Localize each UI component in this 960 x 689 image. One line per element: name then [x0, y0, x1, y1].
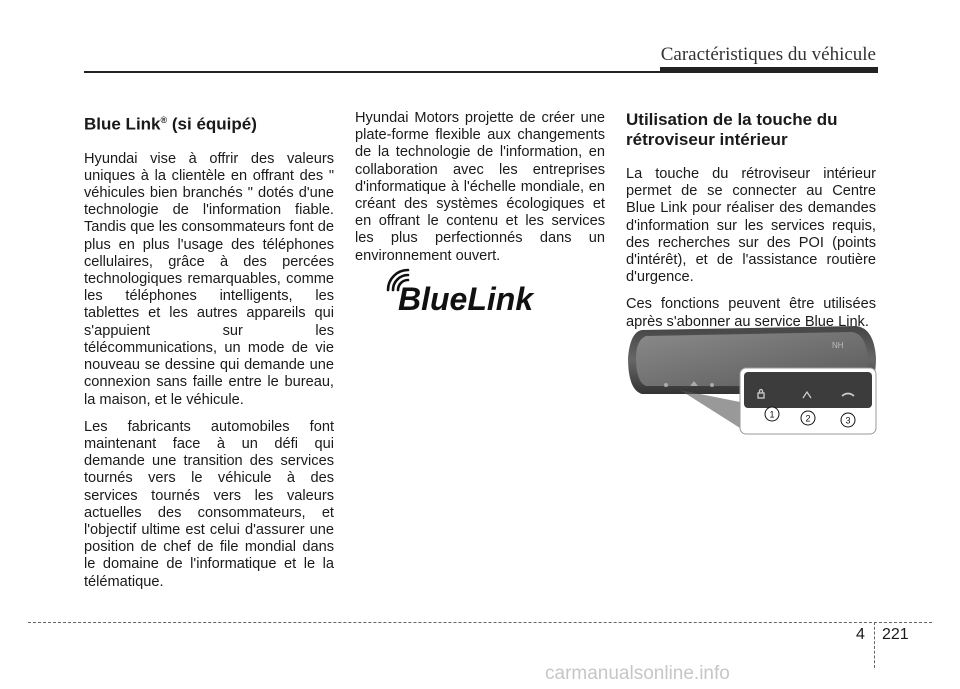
- column-right: [626, 110, 876, 341]
- paragraph: Hyundai vise à offrir des valeurs uniques à la clientèle en offrant des " véhicules bien branchés " dotés d'une technologie de l'information fiable. Tandis que les consommateurs font de plus en plus l'usage des téléphones cellulaires, grâce à des percées technologiques remarquables, comme les téléphones intelligents, les tablettes et les autres appareils qui s'appuient sur les télécommunications, un mode de vie nouveau se dessine qui demande une connexion sans faille entre le bureau, la maison, et le véhicule.: [84, 150, 334, 408]
- mirror-model-label: NH: [832, 341, 844, 350]
- footer-dashed-rule: [28, 622, 932, 623]
- watermark: carmanualsonline.info: [545, 663, 730, 684]
- callout-2: 2: [805, 413, 811, 424]
- page-header-title: Caractéristiques du véhicule: [660, 44, 876, 65]
- section-heading-mirror: Utilisation de la touche du rétroviseur intérieur: [626, 110, 838, 149]
- paragraph: La touche du rétroviseur intérieur permet de se connecter au Centre Blue Link pour réaliser des demandes d'information sur les services requis, des recherches sur des POI (points d'intérêt), et de l'assistance routière d'urgence.: [626, 166, 876, 286]
- column-middle: [355, 110, 605, 275]
- header-rule-thick: [660, 67, 878, 73]
- callout-1: 1: [769, 409, 775, 420]
- paragraph: Hyundai Motors projette de créer une plate-forme flexible aux changements de la technologie de l'information, en collaboration avec les entreprises d'informatique à l'échelle mondiale, en créant des systèmes écologiques et en offrant le contenu et les services les plus perfectionnés dans un environnement ouvert.: [355, 110, 605, 264]
- registered-mark: ®: [160, 115, 168, 125]
- zoom-connector: [680, 390, 740, 428]
- footer-vertical-dashed-rule: [874, 622, 875, 668]
- bluelink-logo: [384, 268, 576, 318]
- chapter-number: 4: [856, 626, 865, 643]
- page-number: 221: [882, 626, 909, 643]
- heading-suffix: (si équipé): [167, 114, 257, 134]
- paragraph: Les fabricants automobiles font maintenant face à un défi qui demande une transition des services tournés vers le véhicule à des services tournés vers les valeurs actuelles des consommateurs, et l'objectif ultime est celui d'assurer une position de chef de file mondial dans le domaine de l'informatique et le la télématique.: [84, 418, 334, 590]
- rearview-mirror-illustration: [620, 318, 878, 438]
- paragraph: Ces fonctions peuvent être utilisées après s'abonner au service Blue Link.: [626, 296, 876, 330]
- column-left: [84, 110, 334, 601]
- logo-text: BlueLink: [398, 281, 534, 317]
- section-heading-bluelink: [84, 110, 334, 135]
- callout-3: 3: [845, 415, 851, 426]
- heading-text: Blue Link: [84, 114, 161, 134]
- button-panel-bar: [744, 372, 872, 408]
